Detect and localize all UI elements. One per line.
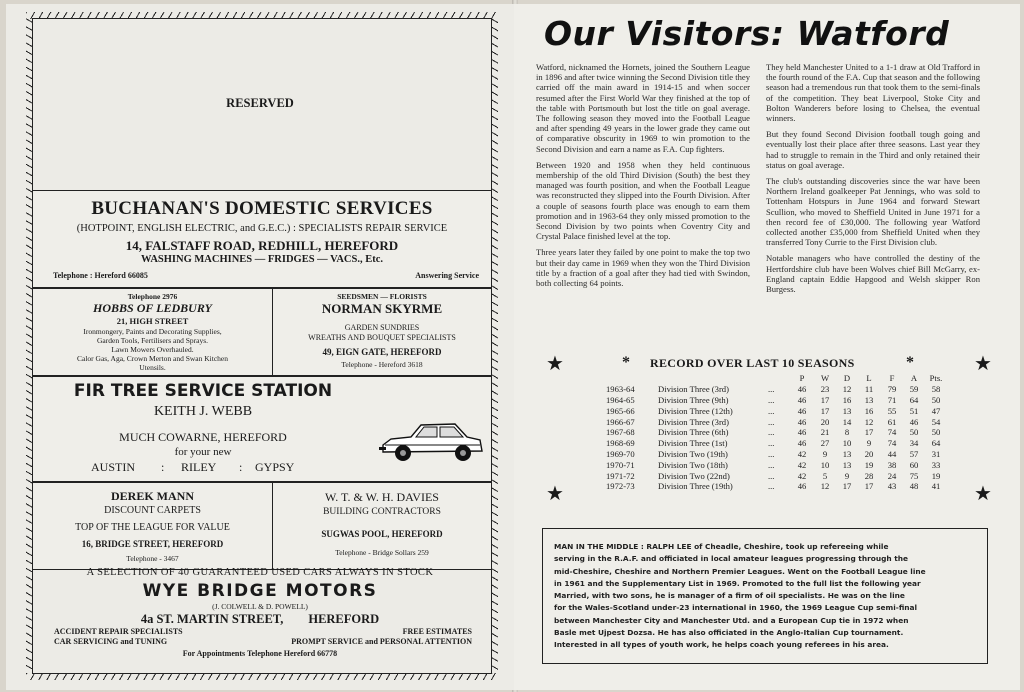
record-cell: 46: [797, 384, 807, 395]
skyrme-tag: SEEDSMEN — FLORISTS: [337, 292, 427, 301]
record-cell: Division Three (3rd): [658, 416, 729, 427]
record-row: [606, 481, 948, 492]
record-cell: ...: [768, 405, 775, 416]
right-page: [514, 4, 1020, 690]
mann-line1: DISCOUNT CARPETS: [104, 505, 201, 516]
record-cell: Division Two (18th): [658, 459, 728, 470]
man-in-middle-line: Interested in all types of youth work, he helps coach young referees in his area.: [554, 640, 889, 650]
buchanan-address: 14, FALSTAFF ROAD, REDHILL, HEREFORD: [125, 238, 399, 253]
record-cell: 13: [842, 448, 852, 459]
record-cell: 20: [864, 448, 874, 459]
record-cell: 12: [864, 416, 874, 427]
article-paragraph: Between 1920 and 1958 when they held continuous membership of the old Third Division (South) the best they managed was fourth position, and when the Football League was reconstructed they slipped into the Fourth Division. After a couple of seasons fourth place was enough to earn them promotion and in 1963-64 they only missed promotion to the Second Division by two points when Coventry City and Crystal Palace finished level at the top.: [536, 159, 750, 242]
record-cell: 27: [820, 438, 830, 449]
record-cell: 9: [866, 438, 872, 449]
record-cell: 9: [822, 448, 828, 459]
record-cell: ...: [768, 416, 775, 427]
article-paragraph: But they found Second Division football tough going and eventually lost their place after three seasons. Last year they had to struggle to remain in the Third and only retained their status on goal average.: [766, 129, 980, 170]
man-in-middle-line: for the Wales-Scotland under-23 international in 1960, the 1969 League Cup semi-final: [554, 603, 918, 613]
record-row: [606, 405, 948, 416]
record-cell: ...: [768, 470, 775, 481]
hobbs-skyrme-row: [32, 288, 492, 376]
record-cell: 33: [931, 459, 941, 470]
record-cell: 61: [887, 416, 897, 427]
firtree-brand-austin: AUSTIN: [91, 460, 135, 474]
record-cell: 1969-70: [606, 448, 635, 459]
davies-address: SUGWAS POOL, HEREFORD: [321, 529, 443, 539]
record-cell: 17: [820, 405, 830, 416]
record-cell: 57: [909, 448, 919, 459]
record-row: [606, 459, 948, 470]
firtree-sep-1: :: [161, 460, 165, 474]
record-cell: 5: [822, 470, 828, 481]
article-paragraph: They held Manchester United to a 1-1 draw at Old Trafford in the fourth round of the F.A. Cup that season and the following season had a tremendous run that took them to the semi-finals of the competition. They beat Liverpool, Stoke City and Bolton Wanderers before losing to Chelsea, the eventual winners.: [766, 62, 980, 124]
firtree-sep-2: :: [239, 460, 243, 474]
record-cell: ...: [768, 481, 775, 492]
record-cell: 71: [887, 394, 897, 405]
record-cell: 41: [931, 481, 941, 492]
wye-line1: A SELECTION OF 40 GUARANTEED USED CARS ALWAYS IN STOCK: [86, 567, 434, 578]
record-row: [606, 438, 948, 449]
hobbs-line3: Lawn Mowers Overhauled.: [111, 345, 194, 354]
record-cell: ...: [768, 448, 775, 459]
record-cell: 28: [864, 470, 874, 481]
record-cell: 10: [842, 438, 852, 449]
wye-right1: FREE ESTIMATES: [402, 627, 472, 636]
record-cell: 74: [887, 427, 897, 438]
record-cell: ...: [768, 459, 775, 470]
record-cell: 14: [842, 416, 852, 427]
record-cell: 17: [842, 481, 852, 492]
skyrme-line1: GARDEN SUNDRIES: [344, 323, 420, 332]
reserved-label: RESERVED: [226, 96, 294, 110]
record-cell: 46: [797, 405, 807, 416]
record-cell: 1963-64: [606, 384, 635, 395]
record-cell: 13: [842, 459, 852, 470]
hobbs-line5: Utensils.: [139, 363, 166, 372]
article-paragraph: Watford, nicknamed the Hornets, joined the Southern League in 1896 and after twice winning the Second Division title they carried off the main award in 1914-15 and when soccer resumed after the First World War they finished at the top of the table with Portsmouth but lost the title on goal average. The following season they moved into the Football League and after spending 49 years in the lower grade they came out of comparative obscurity in 1969 to win promotion to the Second Division and earn a name as F.A. Cup fighters.: [536, 62, 750, 154]
record-cell: 54: [931, 416, 941, 427]
record-header-row: [606, 373, 948, 384]
record-cell: 13: [864, 394, 874, 405]
buchanan-name: BUCHANAN'S DOMESTIC SERVICES: [91, 198, 433, 219]
record-cell: 1971-72: [606, 470, 635, 481]
buchanan-advert: [32, 190, 492, 288]
record-cell: 31: [931, 448, 941, 459]
record-header-cell: Pts.: [929, 373, 943, 384]
star-icon: ★: [974, 353, 992, 375]
firtree-owner: KEITH J. WEBB: [153, 404, 253, 419]
record-cell: 1964-65: [606, 394, 635, 405]
record-row: [606, 427, 948, 438]
record-cell: 58: [931, 384, 941, 395]
record-cell: 23: [820, 384, 830, 395]
skyrme-line2: WREATHS AND BOUQUET SPECIALISTS: [308, 333, 456, 342]
mann-davies-row: [32, 482, 492, 570]
record-row: [606, 395, 948, 406]
firtree-brand-riley: RILEY: [181, 460, 217, 474]
record-table: [606, 373, 948, 492]
record-header-cell: L: [866, 373, 872, 384]
wye-appointments: For Appointments Telephone Hereford 66778: [182, 649, 338, 658]
record-cell: Division Three (6th): [658, 427, 729, 438]
article-column-1: [536, 62, 750, 294]
skyrme-name: NORMAN SKYRME: [321, 301, 443, 316]
buchanan-answering: Answering Service: [415, 271, 479, 280]
record-cell: Division Two (19th): [658, 448, 728, 459]
record-row: [606, 470, 948, 481]
record-header-cell: W: [820, 373, 830, 384]
record-cell: 51: [909, 405, 919, 416]
buchanan-line1: (HOTPOINT, ENGLISH ELECTRIC, and G.E.C.) : SPECIALISTS REPAIR SERVICE: [76, 223, 448, 234]
davies-line1: BUILDING CONTRACTORS: [323, 507, 441, 517]
record-cell: 42: [797, 448, 807, 459]
wye-left1: ACCIDENT REPAIR SPECIALISTS: [54, 627, 183, 636]
man-in-middle-line: mid-Cheshire, Cheshire and Northern Premier Leagues. Went on the Football League line: [554, 566, 926, 576]
record-cell: 1970-71: [606, 459, 635, 470]
wye-right2: PROMPT SERVICE and PERSONAL ATTENTION: [291, 637, 472, 646]
record-cell: 38: [887, 459, 897, 470]
record-cell: ...: [768, 438, 775, 449]
left-page: [6, 4, 514, 690]
record-header-cell: A: [910, 373, 918, 384]
border-hatch-top: [26, 12, 498, 19]
record-cell: 12: [842, 384, 852, 395]
record-cell: 55: [887, 405, 897, 416]
record-cell: 8: [844, 427, 850, 438]
record-cell: 12: [820, 481, 830, 492]
mann-telephone: Telephone - 3467: [126, 554, 179, 563]
hobbs-telephone: Telephone 2976: [127, 292, 178, 301]
record-cell: 21: [820, 427, 830, 438]
record-cell: 19: [931, 470, 941, 481]
star-icon: ★: [546, 483, 564, 505]
record-cell: 24: [887, 470, 897, 481]
page-title: Our Visitors: Watford: [544, 14, 950, 53]
record-cell: 46: [797, 481, 807, 492]
record-cell: 1965-66: [606, 405, 635, 416]
wye-name: WYE BRIDGE MOTORS: [142, 581, 378, 601]
wye-address: 4a ST. MARTIN STREET, HEREFORD: [140, 612, 380, 626]
buchanan-products: WASHING MACHINES — FRIDGES — VACS., Etc.: [140, 254, 384, 265]
record-cell: 11: [864, 384, 874, 395]
mann-name: DEREK MANN: [111, 489, 194, 503]
wye-left2: CAR SERVICING and TUNING: [54, 637, 168, 646]
mann-line2: TOP OF THE LEAGUE FOR VALUE: [75, 522, 230, 533]
man-in-middle-text: [554, 541, 978, 652]
record-cell: Division Three (3rd): [658, 384, 729, 395]
record-row: [606, 416, 948, 427]
record-cell: 60: [909, 459, 919, 470]
record-cell: 19: [864, 459, 874, 470]
firtree-address: MUCH COWARNE, HEREFORD: [119, 430, 287, 444]
asterisk-icon: *: [622, 354, 630, 371]
record-cell: 42: [797, 459, 807, 470]
record-cell: 74: [887, 438, 897, 449]
record-cell: 42: [797, 470, 807, 481]
record-cell: 46: [797, 394, 807, 405]
record-header-cell: P: [799, 373, 805, 384]
hobbs-address: 21, HIGH STREET: [116, 316, 189, 326]
davies-telephone: Telephone - Bridge Sollars 259: [335, 548, 429, 557]
record-cell: Division Three (12th): [658, 405, 733, 416]
record-cell: ...: [768, 427, 775, 438]
record-cell: 1967-68: [606, 427, 635, 438]
record-cell: 44: [887, 448, 897, 459]
article-paragraph: Three years later they failed by one point to make the top two but their day came in 1969 when they won the Third Division title by a fraction of a goal after they had tied with Swindon, both collecting 64 points.: [536, 247, 750, 289]
firtree-tagline: for your new: [174, 446, 232, 458]
record-cell: 46: [909, 416, 919, 427]
mann-address: 16, BRIDGE STREET, HEREFORD: [81, 539, 224, 549]
record-cell: 47: [931, 405, 941, 416]
hobbs-line1: Ironmongery, Paints and Decorating Supplies,: [83, 327, 222, 336]
record-cell: 50: [909, 427, 919, 438]
record-cell: 46: [797, 416, 807, 427]
record-row: [606, 449, 948, 460]
hobbs-line4: Calor Gas, Aga, Crown Merton and Swan Kitchen: [76, 354, 228, 363]
record-cell: ...: [768, 394, 775, 405]
record-cell: 10: [820, 459, 830, 470]
record-cell: 16: [842, 394, 852, 405]
record-cell: 48: [909, 481, 919, 492]
skyrme-address: 49, EIGN GATE, HEREFORD: [322, 347, 442, 357]
record-cell: 17: [864, 481, 874, 492]
record-cell: Division Three (9th): [658, 394, 729, 405]
record-cell: 9: [844, 470, 850, 481]
record-cell: 50: [931, 394, 941, 405]
wye-owners: (J. COLWELL & D. POWELL): [212, 602, 308, 611]
asterisk-icon: *: [906, 354, 914, 371]
man-in-middle-line: between Manchester City and Manchester Utd. and a European Cup tie in 1972 when: [554, 615, 909, 625]
article-paragraph: The club's outstanding discoveries since the war have been Northern Ireland goalkeeper Pat Jennings, who was sold to Tottenham Hotspurs in June 1964 and forward Stewart Scullion, who moved to Sheffield United in June 1971 for a then record fee of £30,000. The following year Watford collected another £35,000 from Sheffield United when they transferred Tony Currie to the First Division club.: [766, 176, 980, 248]
record-cell: Division Two (22nd): [658, 470, 730, 481]
record-title: RECORD OVER LAST 10 SEASONS: [650, 356, 855, 370]
record-cell: Division Three (19th): [658, 481, 733, 492]
article-paragraph: Notable managers who have controlled the destiny of the Hertfordshire club have been Wolves chief Bill McGarry, ex-England captain Eddie Hapgood and Welsh skipper Ron Burgess.: [766, 253, 980, 295]
record-cell: 1972-73: [606, 481, 635, 492]
record-cell: 59: [909, 384, 919, 395]
hobbs-line2: Garden Tools, Fertilisers and Sprays.: [97, 336, 208, 345]
car-illustration: [377, 415, 487, 467]
star-icon: ★: [546, 353, 564, 375]
star-icon: ★: [974, 483, 992, 505]
skyrme-telephone: Telephone - Hereford 3618: [341, 360, 423, 369]
record-cell: 75: [909, 470, 919, 481]
record-cell: 1968-69: [606, 438, 635, 449]
record-row: [606, 384, 948, 395]
buchanan-telephone: Telephone : Hereford 66085: [53, 271, 148, 280]
man-in-middle-line: in 1961 and the Supplementary List in 1969. Promoted to the full list the following year: [554, 578, 921, 588]
record-cell: 43: [887, 481, 897, 492]
man-in-middle-line: Married, with two sons, he is manager of a firm of oil specialists. He was on the line: [554, 591, 905, 601]
man-in-middle-line: Basle met Ujpest Dozsa. He has also officiated in the Anglo-Italian Cup tournament.: [554, 628, 904, 638]
record-cell: 50: [931, 427, 941, 438]
firtree-name: FIR TREE SERVICE STATION: [73, 381, 333, 401]
record-cell: 17: [864, 427, 874, 438]
record-header-cell: D: [843, 373, 851, 384]
record-cell: 46: [797, 438, 807, 449]
record-cell: 46: [797, 427, 807, 438]
record-cell: ...: [768, 384, 775, 395]
davies-name: W. T. & W. H. DAVIES: [325, 490, 439, 504]
man-in-middle-line: MAN IN THE MIDDLE : RALPH LEE of Cheadle, Cheshire, took up refereeing while: [554, 542, 889, 551]
record-cell: 20: [820, 416, 830, 427]
record-cell: 64: [931, 438, 941, 449]
record-cell: 1966-67: [606, 416, 635, 427]
article-column-2: [766, 62, 980, 300]
record-cell: 79: [887, 384, 897, 395]
record-cell: 17: [820, 394, 830, 405]
firtree-advert: [32, 376, 492, 482]
record-cell: 64: [909, 394, 919, 405]
record-cell: 16: [864, 405, 874, 416]
record-cell: 34: [909, 438, 919, 449]
firtree-brand-gypsy: GYPSY: [255, 460, 295, 474]
border-hatch-bottom: [26, 673, 498, 680]
man-in-middle-line: serving in the R.A.F. and officiated in local amateur leagues progressing through the: [554, 554, 909, 564]
record-cell: 13: [842, 405, 852, 416]
hobbs-name: HOBBS OF LEDBURY: [93, 301, 212, 315]
record-header-cell: F: [889, 373, 895, 384]
record-cell: Division Three (1st): [658, 438, 728, 449]
